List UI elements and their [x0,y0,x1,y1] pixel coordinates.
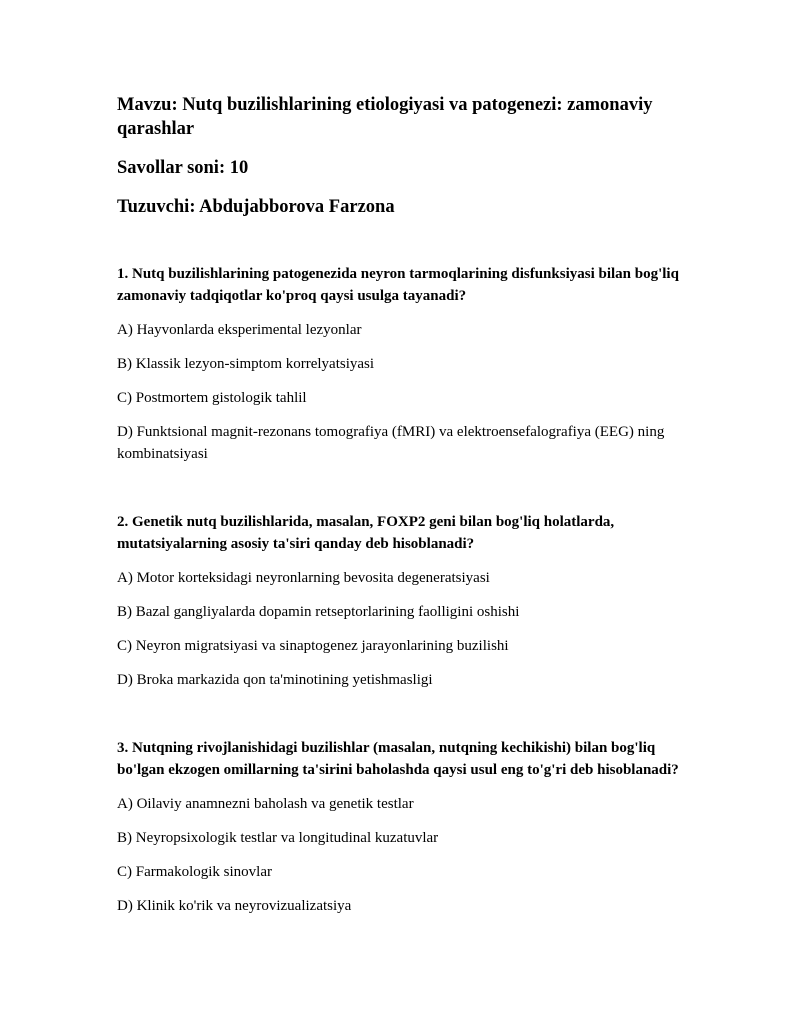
answer-option-d: D) Klinik ko'rik va neyrovizualizatsiya [117,898,352,914]
question-count-heading: Savollar soni: 10 [117,158,249,178]
author-heading: Tuzuvchi: Abdujabborova Farzona [117,197,395,217]
document-page [117,93,697,917]
answer-option-d: D) Funktsional magnit-rezonans tomografiya (fMRI) va elektroensefalografiya (EEG) ning kombinatsiyasi [117,424,665,462]
answer-option-b: B) Neyropsixologik testlar va longitudinal kuzatuvlar [117,830,439,846]
answer-option-a: A) Motor korteksidagi neyronlarning bevosita degeneratsiyasi [117,570,490,586]
answer-option-b: B) Klassik lezyon-simptom korrelyatsiyasi [117,356,375,372]
question-text: 3. Nutqning rivojlanishidagi buzilishlar (masalan, nutqning kechikishi) bilan bog'liq bo'lgan ekzogen omillarning ta'sirini baholashda qaysi usul eng to'g'ri deb hisoblanadi? [117,740,679,778]
question-text: 1. Nutq buzilishlarining patogenezida neyron tarmoqlarining disfunksiyasi bilan bog'liq zamonaviy tadqiqotlar ko'proq qaysi usulga tayanadi? [117,266,679,304]
answer-option-c: C) Postmortem gistologik tahlil [117,390,307,406]
topic-heading: Mavzu: Nutq buzilishlarining etiologiyasi va patogenezi: zamonaviy qarashlar [117,95,653,139]
answer-option-d: D) Broka markazida qon ta'minotining yetishmasligi [117,672,433,688]
question-3 [117,737,697,917]
question-2 [117,511,697,691]
answer-option-b: B) Bazal gangliyalarda dopamin retseptorlarining faolligini oshishi [117,604,520,620]
answer-option-c: C) Neyron migratsiyasi va sinaptogenez jarayonlarining buzilishi [117,638,509,654]
answer-option-a: A) Oilaviy anamnezni baholash va genetik testlar [117,796,414,812]
answer-option-c: C) Farmakologik sinovlar [117,864,272,880]
answer-option-a: A) Hayvonlarda eksperimental lezyonlar [117,322,362,338]
question-text: 2. Genetik nutq buzilishlarida, masalan, FOXP2 geni bilan bog'liq holatlarda, mutatsiyalarning asosiy ta'siri qanday deb hisoblanadi? [117,514,615,552]
question-1 [117,263,697,465]
